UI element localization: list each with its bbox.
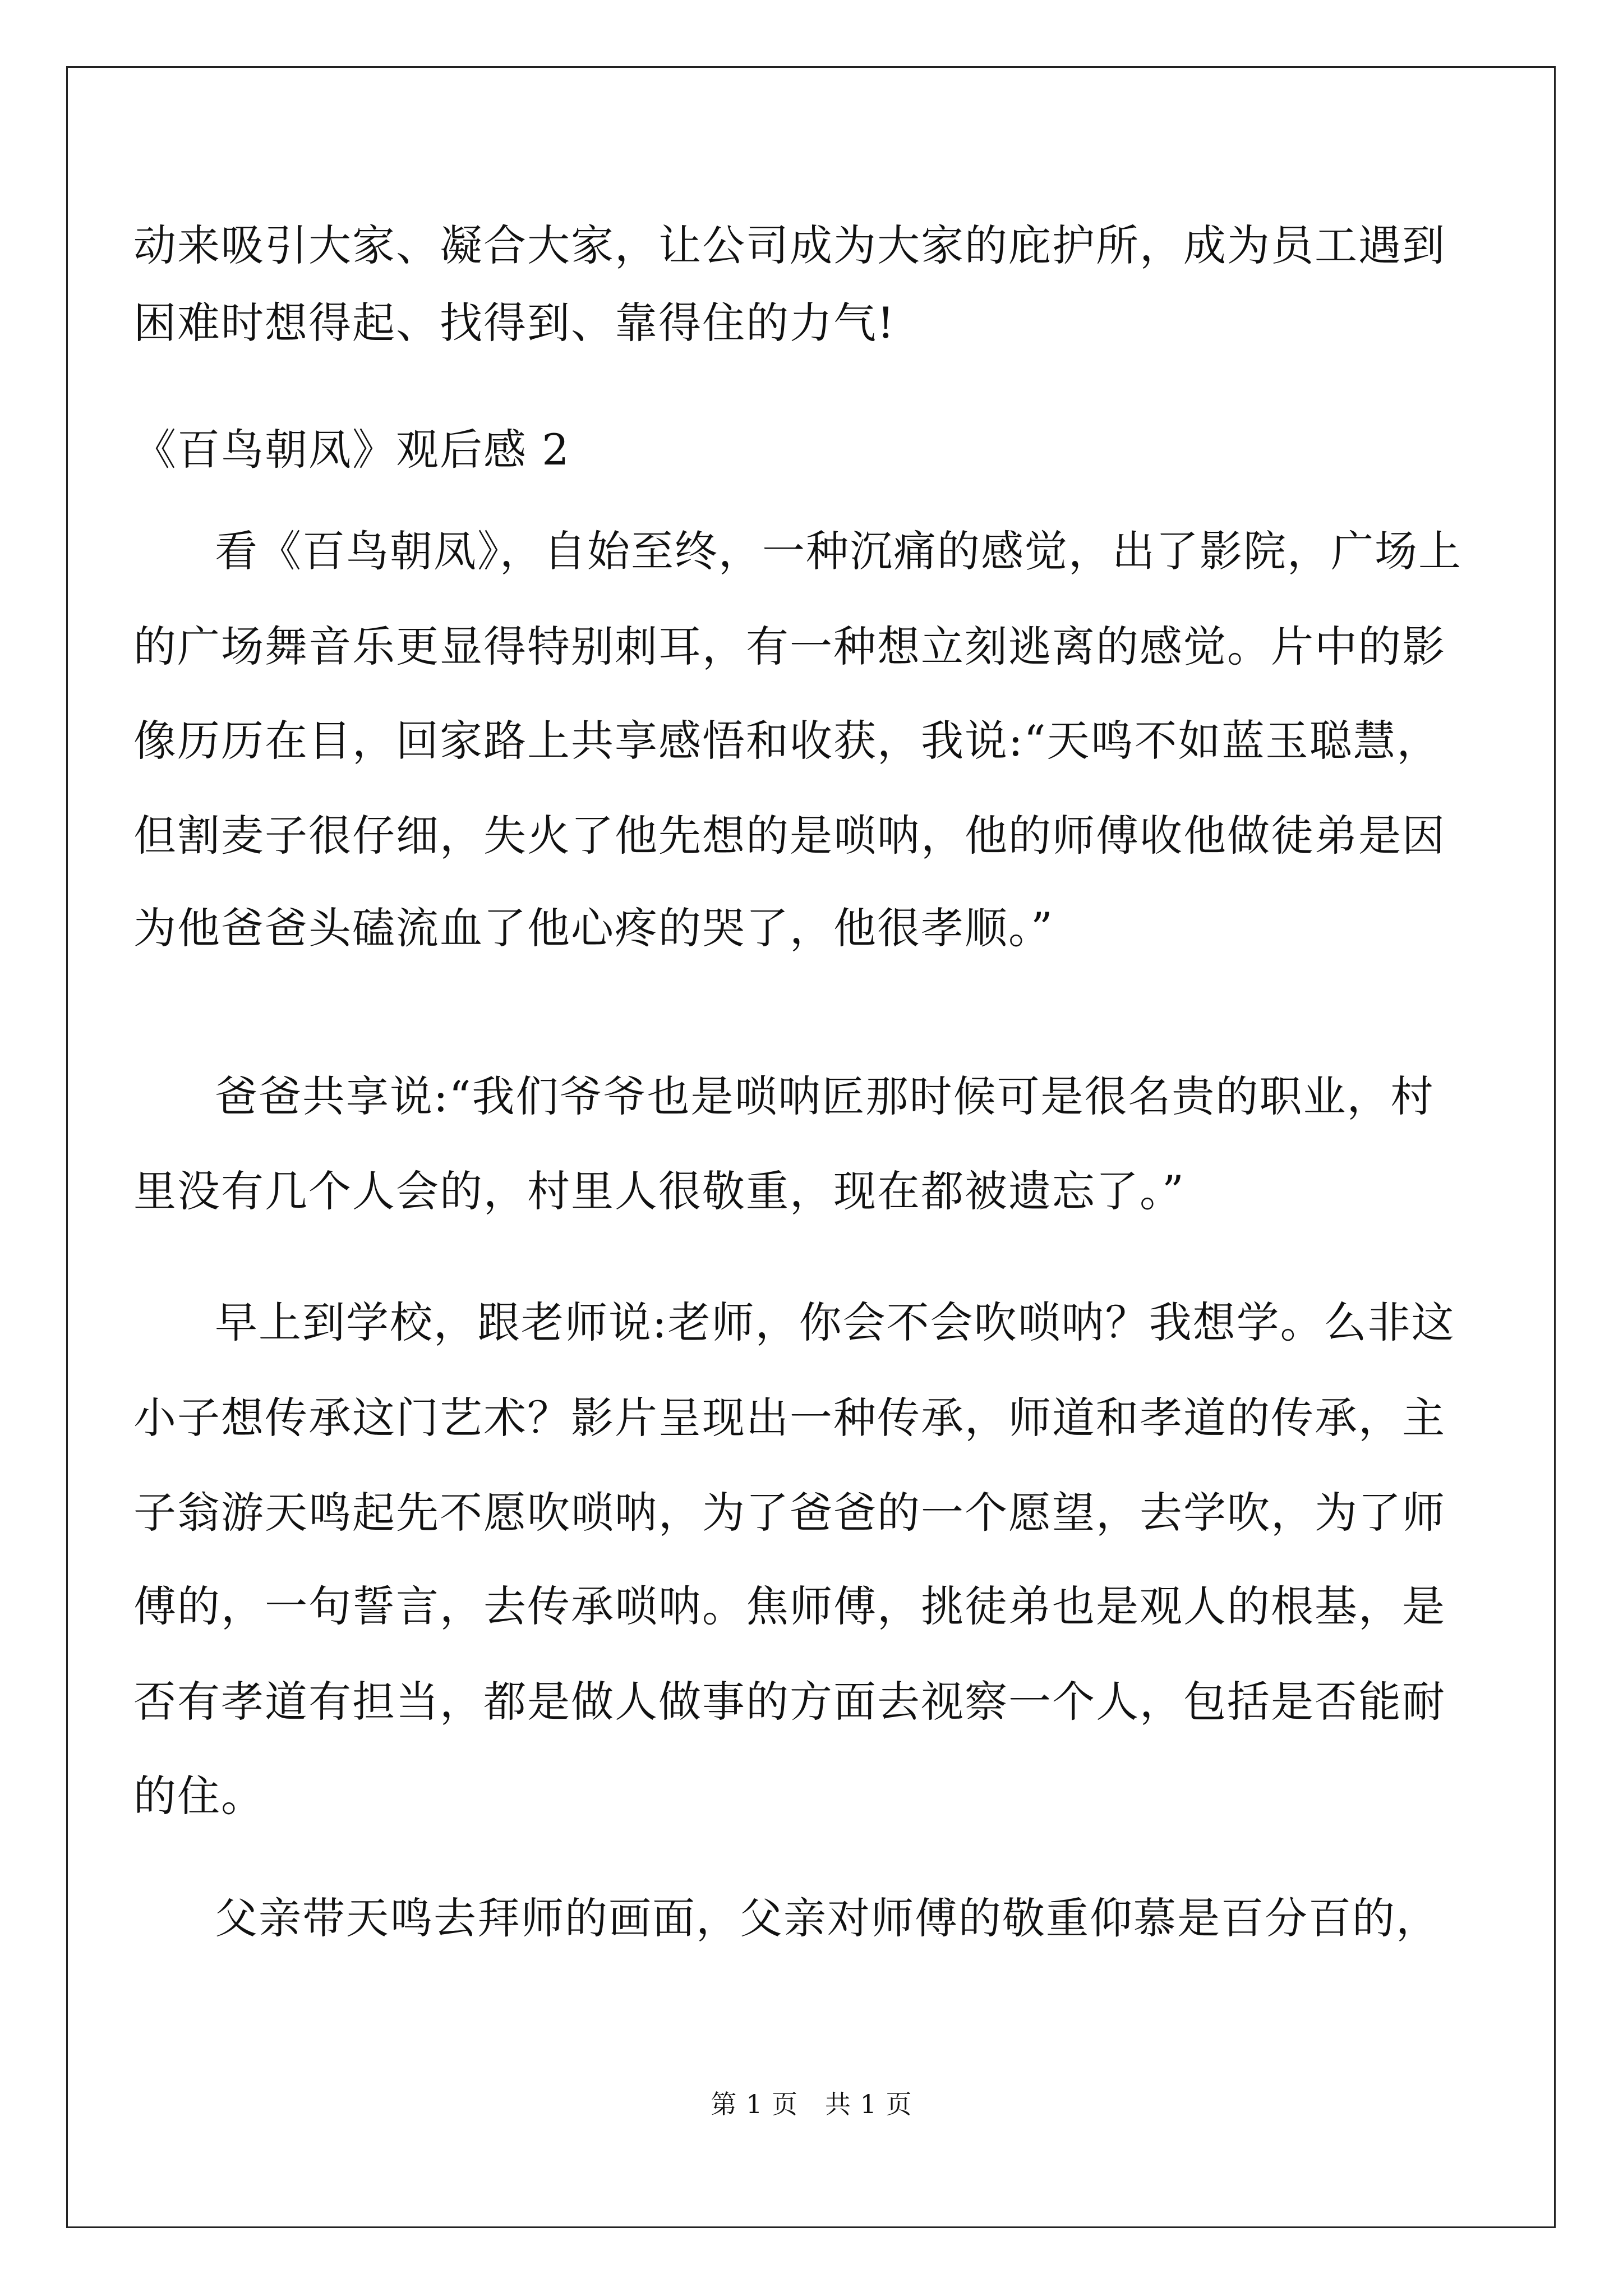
- page-footer: [0, 2091, 1623, 2117]
- text-line: 傅的，一句誓言，去传承唢呐。焦师傅，挑徒弟也是观人的根基，是: [133, 1581, 1446, 1631]
- text-line: 否有孝道有担当，都是做人做事的方面去视察一个人，包括是否能耐: [133, 1677, 1446, 1727]
- text-line: 的广场舞音乐更显得特别刺耳，有一种想立刻逃离的感觉。片中的影: [133, 622, 1446, 671]
- text-line: 的住。: [133, 1771, 265, 1821]
- paragraph-start-line: 父亲带天鸣去拜师的画面，父亲对师傅的敬重仰慕是百分百的，: [215, 1893, 1440, 1943]
- section-heading: 《百鸟朝凤》观后感 2: [133, 425, 570, 475]
- page-total: 共 1 页: [825, 2089, 912, 2119]
- paragraph-start-line: 早上到学校，跟老师说:老师，你会不会吹唢呐？我想学。么非这: [215, 1297, 1455, 1347]
- text-line: 小子想传承这门艺术？影片呈现出一种传承，师道和孝道的传承，主: [133, 1393, 1446, 1443]
- text-line: 像历历在目，回家路上共享感悟和收获，我说:“天鸣不如蓝玉聪慧，: [133, 716, 1441, 766]
- text-line: 子翁游天鸣起先不愿吹唢呐，为了爸爸的一个愿望，去学吹，为了师: [133, 1488, 1446, 1538]
- text-line: 动来吸引大家、凝合大家，让公司成为大家的庇护所，成为员工遇到: [133, 220, 1446, 270]
- paragraph-start-line: 看《百鸟朝凤》，自始至终，一种沉痛的感觉，出了影院，广场上: [215, 526, 1462, 576]
- text-line: 困难时想得起、找得到、靠得住的力气!: [133, 298, 896, 348]
- paragraph-start-line: 爸爸共享说:“我们爷爷也是唢呐匠那时候可是很名贵的职业，村: [215, 1071, 1435, 1121]
- text-line: 里没有几个人会的，村里人很敬重，现在都被遗忘了。”: [133, 1166, 1185, 1216]
- text-line: 但割麦子很仔细，失火了他先想的是唢呐，他的师傅收他做徒弟是因: [133, 811, 1446, 861]
- text-line: 为他爸爸头磕流血了他心疼的哭了，他很孝顺。”: [133, 903, 1054, 953]
- page-number: 第 1 页: [711, 2089, 798, 2119]
